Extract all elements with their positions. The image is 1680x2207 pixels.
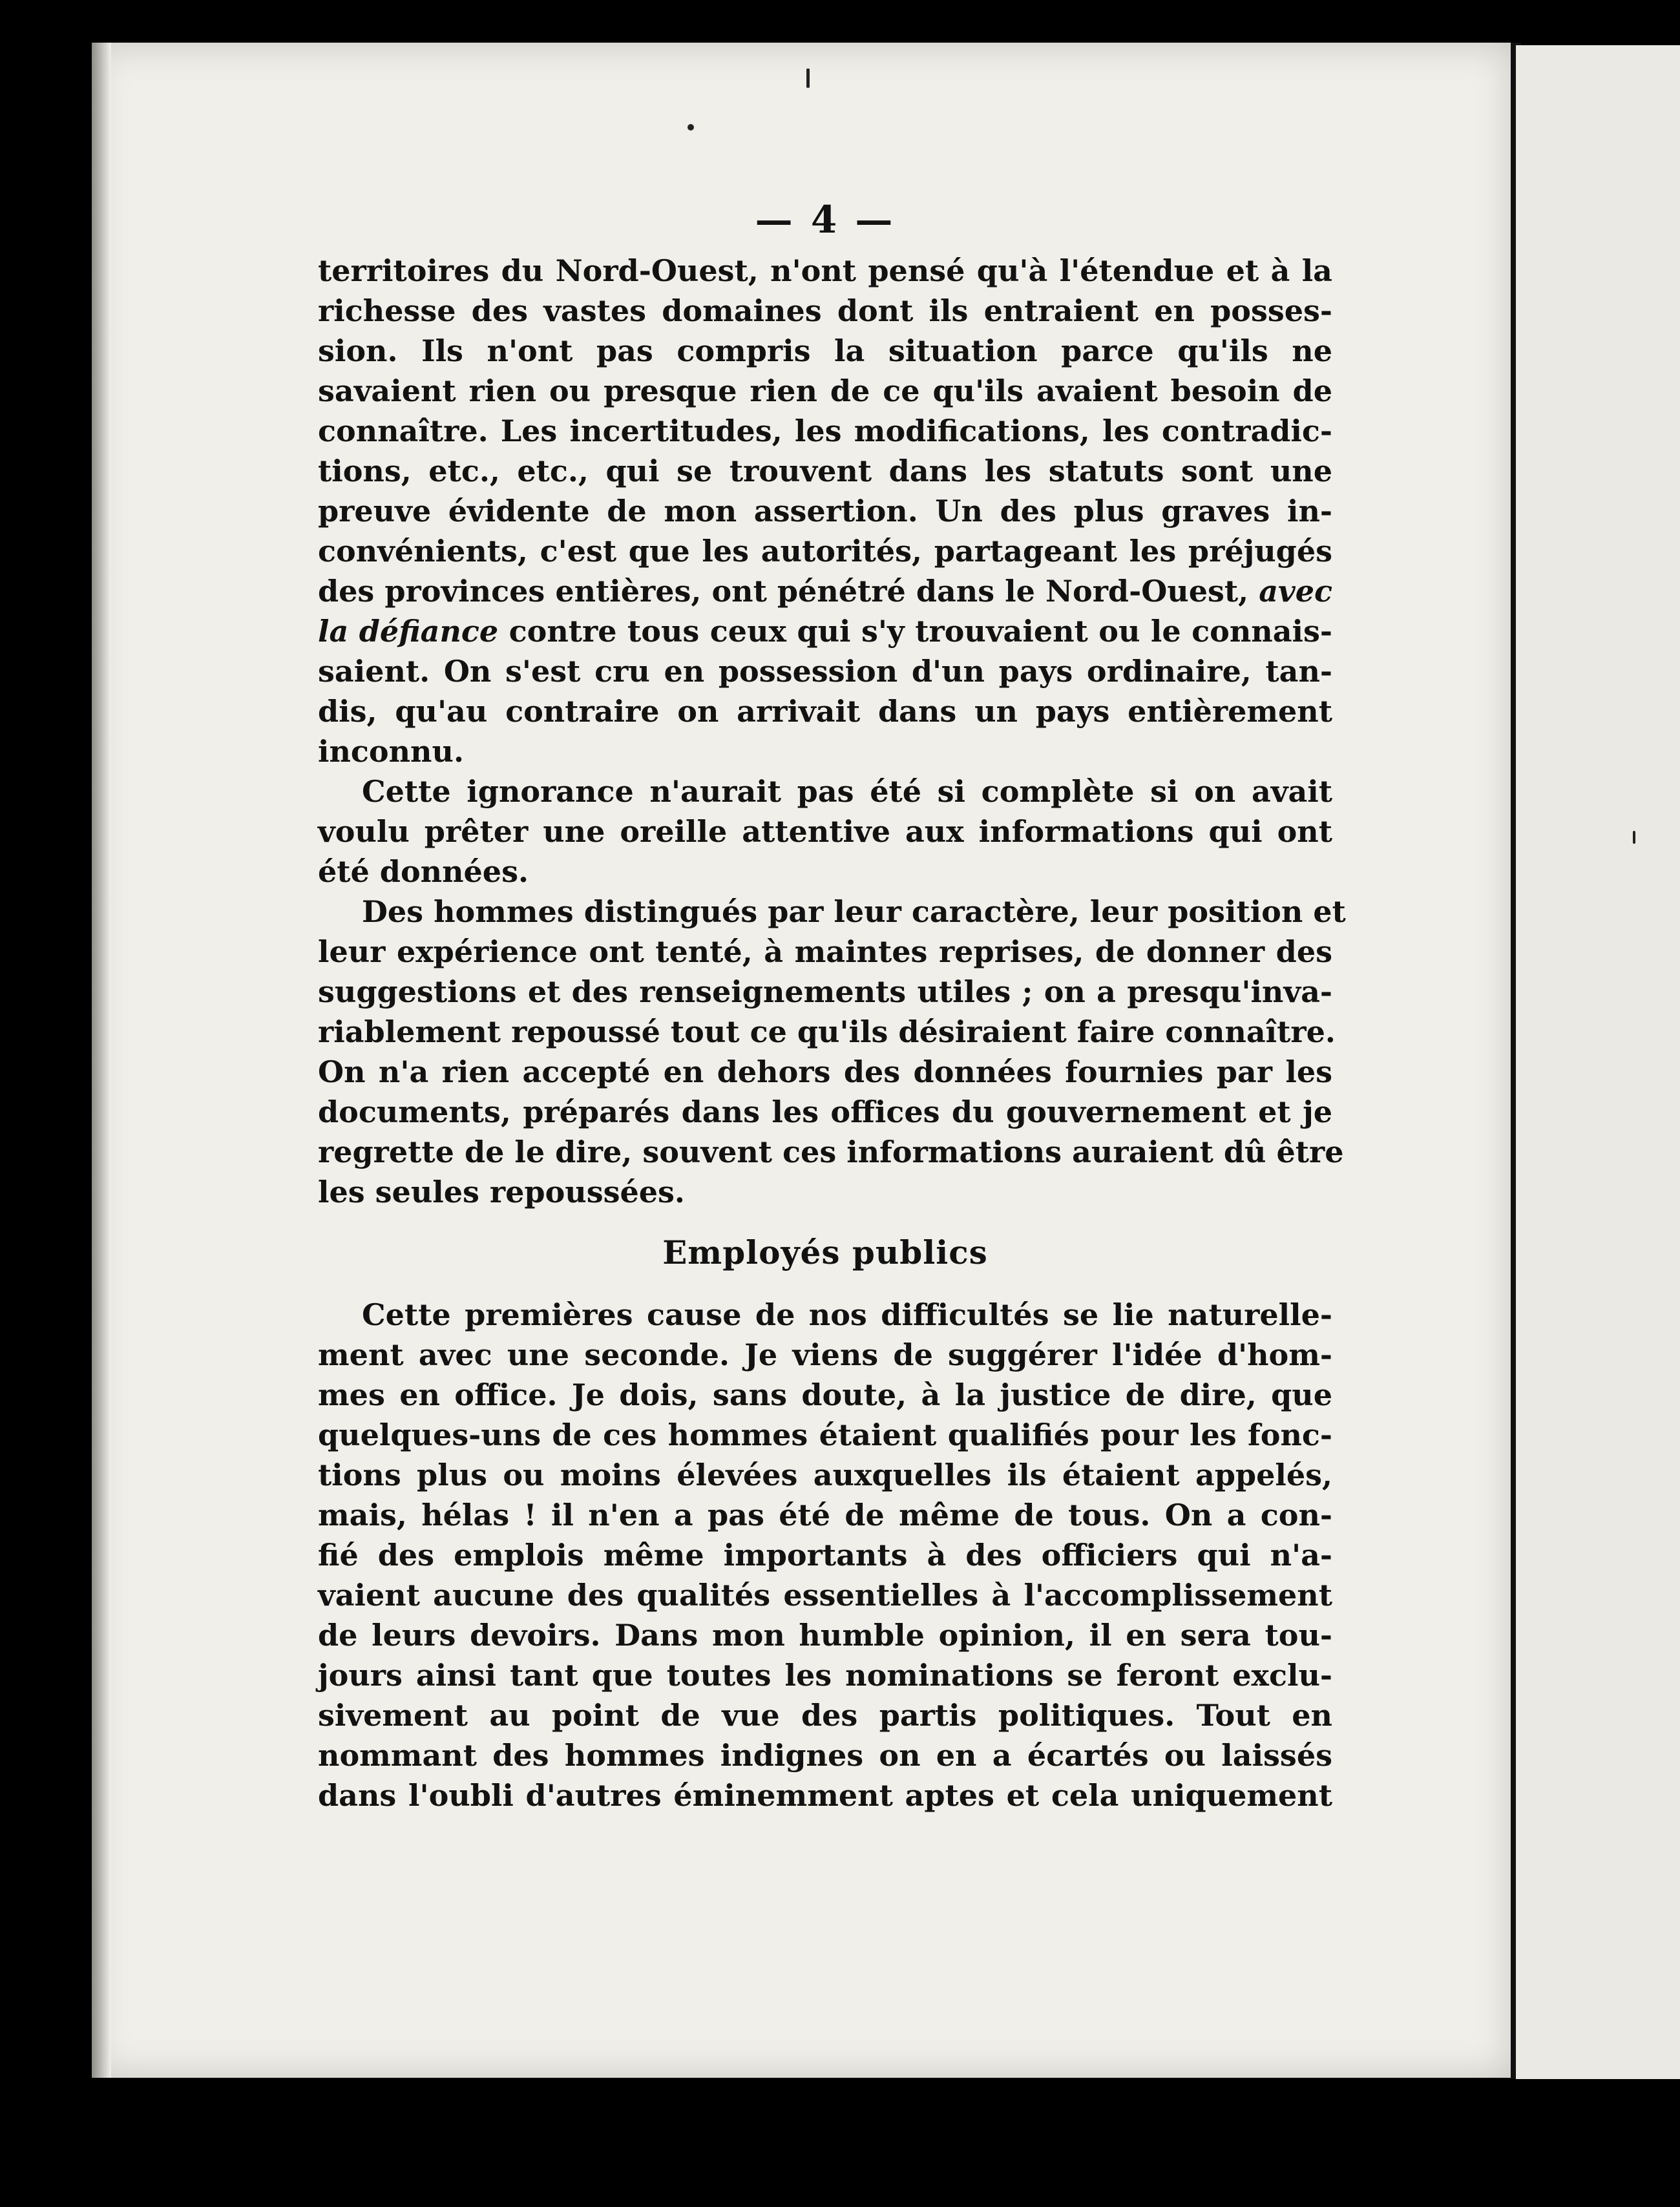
scan-speck [1633, 831, 1635, 844]
scan-bottom-border [0, 2079, 1680, 2207]
text-line: documents, préparés dans les offices du gouvernement et je [318, 1094, 1332, 1129]
text-line: riablement repoussé tout ce qu'ils désiraient faire connaître. [318, 1014, 1336, 1049]
paragraph [318, 1295, 1332, 1815]
text-line: les seules repoussées. [318, 1175, 685, 1209]
text-line: territoires du Nord-Ouest, n'ont pensé qu'à l'étendue et à la [318, 253, 1332, 288]
text-line: connaître. Les incertitudes, les modifications, les contradic- [318, 413, 1332, 448]
scan-speck [806, 68, 810, 88]
text-line: été données. [318, 854, 529, 889]
text-line: nommant des hommes indignes on en a écartés ou laissés [318, 1738, 1332, 1773]
text-line: sion. Ils n'ont pas compris la situation parce qu'ils ne [318, 333, 1332, 368]
text-line: dis, qu'au contraire on arrivait dans un pays entièrement [318, 694, 1332, 729]
text-line: Cette ignorance n'aurait pas été si complète si on avait [362, 774, 1332, 809]
text-line: la défiance contre tous ceux qui s'y trouvaient ou le connais- [318, 614, 1332, 649]
text-line: dans l'oubli d'autres éminemment aptes et cela uniquement [318, 1778, 1332, 1813]
text-line: quelques-uns de ces hommes étaient qualifiés pour les fonc- [318, 1417, 1332, 1452]
text-line: sivement au point de vue des partis politiques. Tout en [318, 1698, 1332, 1733]
text-line: leur expérience ont tenté, à maintes reprises, de donner des [318, 934, 1332, 969]
text-line: mes en office. Je dois, sans doute, à la justice de dire, que [318, 1377, 1332, 1412]
text-line: inconnu. [318, 734, 464, 769]
text-line: convénients, c'est que les autorités, partageant les préjugés [318, 534, 1332, 569]
paragraph [318, 771, 1332, 892]
text-line: fié des emplois même importants à des officiers qui n'a- [318, 1538, 1332, 1573]
text-line: suggestions et des renseignements utiles ; on a presqu'inva- [318, 974, 1332, 1009]
paragraph [318, 251, 1332, 771]
text-line: tions plus ou moins élevées auxquelles ils étaient appelés, [318, 1458, 1332, 1492]
page-number: — 4 — [755, 198, 896, 242]
text-line: des provinces entières, ont pénétré dans le Nord-Ouest, avec [318, 574, 1332, 609]
text-line: Des hommes distingués par leur caractère, leur position et [362, 894, 1346, 929]
page-text [318, 194, 1346, 1815]
text-line: mais, hélas ! il n'en a pas été de même de tous. On a con- [318, 1498, 1332, 1532]
facing-page-edge [1516, 45, 1680, 2106]
text-line: tions, etc., etc., qui se trouvent dans les statuts sont une [318, 454, 1332, 488]
text-line: preuve évidente de mon assertion. Un des plus graves in- [318, 494, 1332, 528]
text-line: savaient rien ou presque rien de ce qu'ils avaient besoin de [318, 373, 1332, 408]
text-line: ment avec une seconde. Je viens de suggérer l'idée d'hom- [318, 1337, 1332, 1372]
text-line: Cette premières cause de nos difficultés se lie naturelle- [362, 1297, 1332, 1332]
page-left-edge-shadow [92, 43, 111, 2078]
text-line: de leurs devoirs. Dans mon humble opinion, il en sera tou- [318, 1618, 1332, 1653]
text-line: voulu prêter une oreille attentive aux informations qui ont [318, 814, 1332, 849]
text-line: richesse des vastes domaines dont ils entraient en posses- [318, 293, 1332, 328]
text-line: jours ainsi tant que toutes les nominations se feront exclu- [318, 1658, 1332, 1693]
text-line: vaient aucune des qualités essentielles à l'accomplissement [318, 1578, 1332, 1613]
text-line: saient. On s'est cru en possession d'un pays ordinaire, tan- [318, 654, 1332, 689]
paragraph [318, 892, 1346, 1212]
section-heading: Employés publics [662, 1233, 988, 1271]
text-line: regrette de le dire, souvent ces informations auraient dû être [318, 1135, 1344, 1169]
text-line: On n'a rien accepté en dehors des données fournies par les [318, 1054, 1332, 1089]
scan-speck [688, 124, 694, 131]
